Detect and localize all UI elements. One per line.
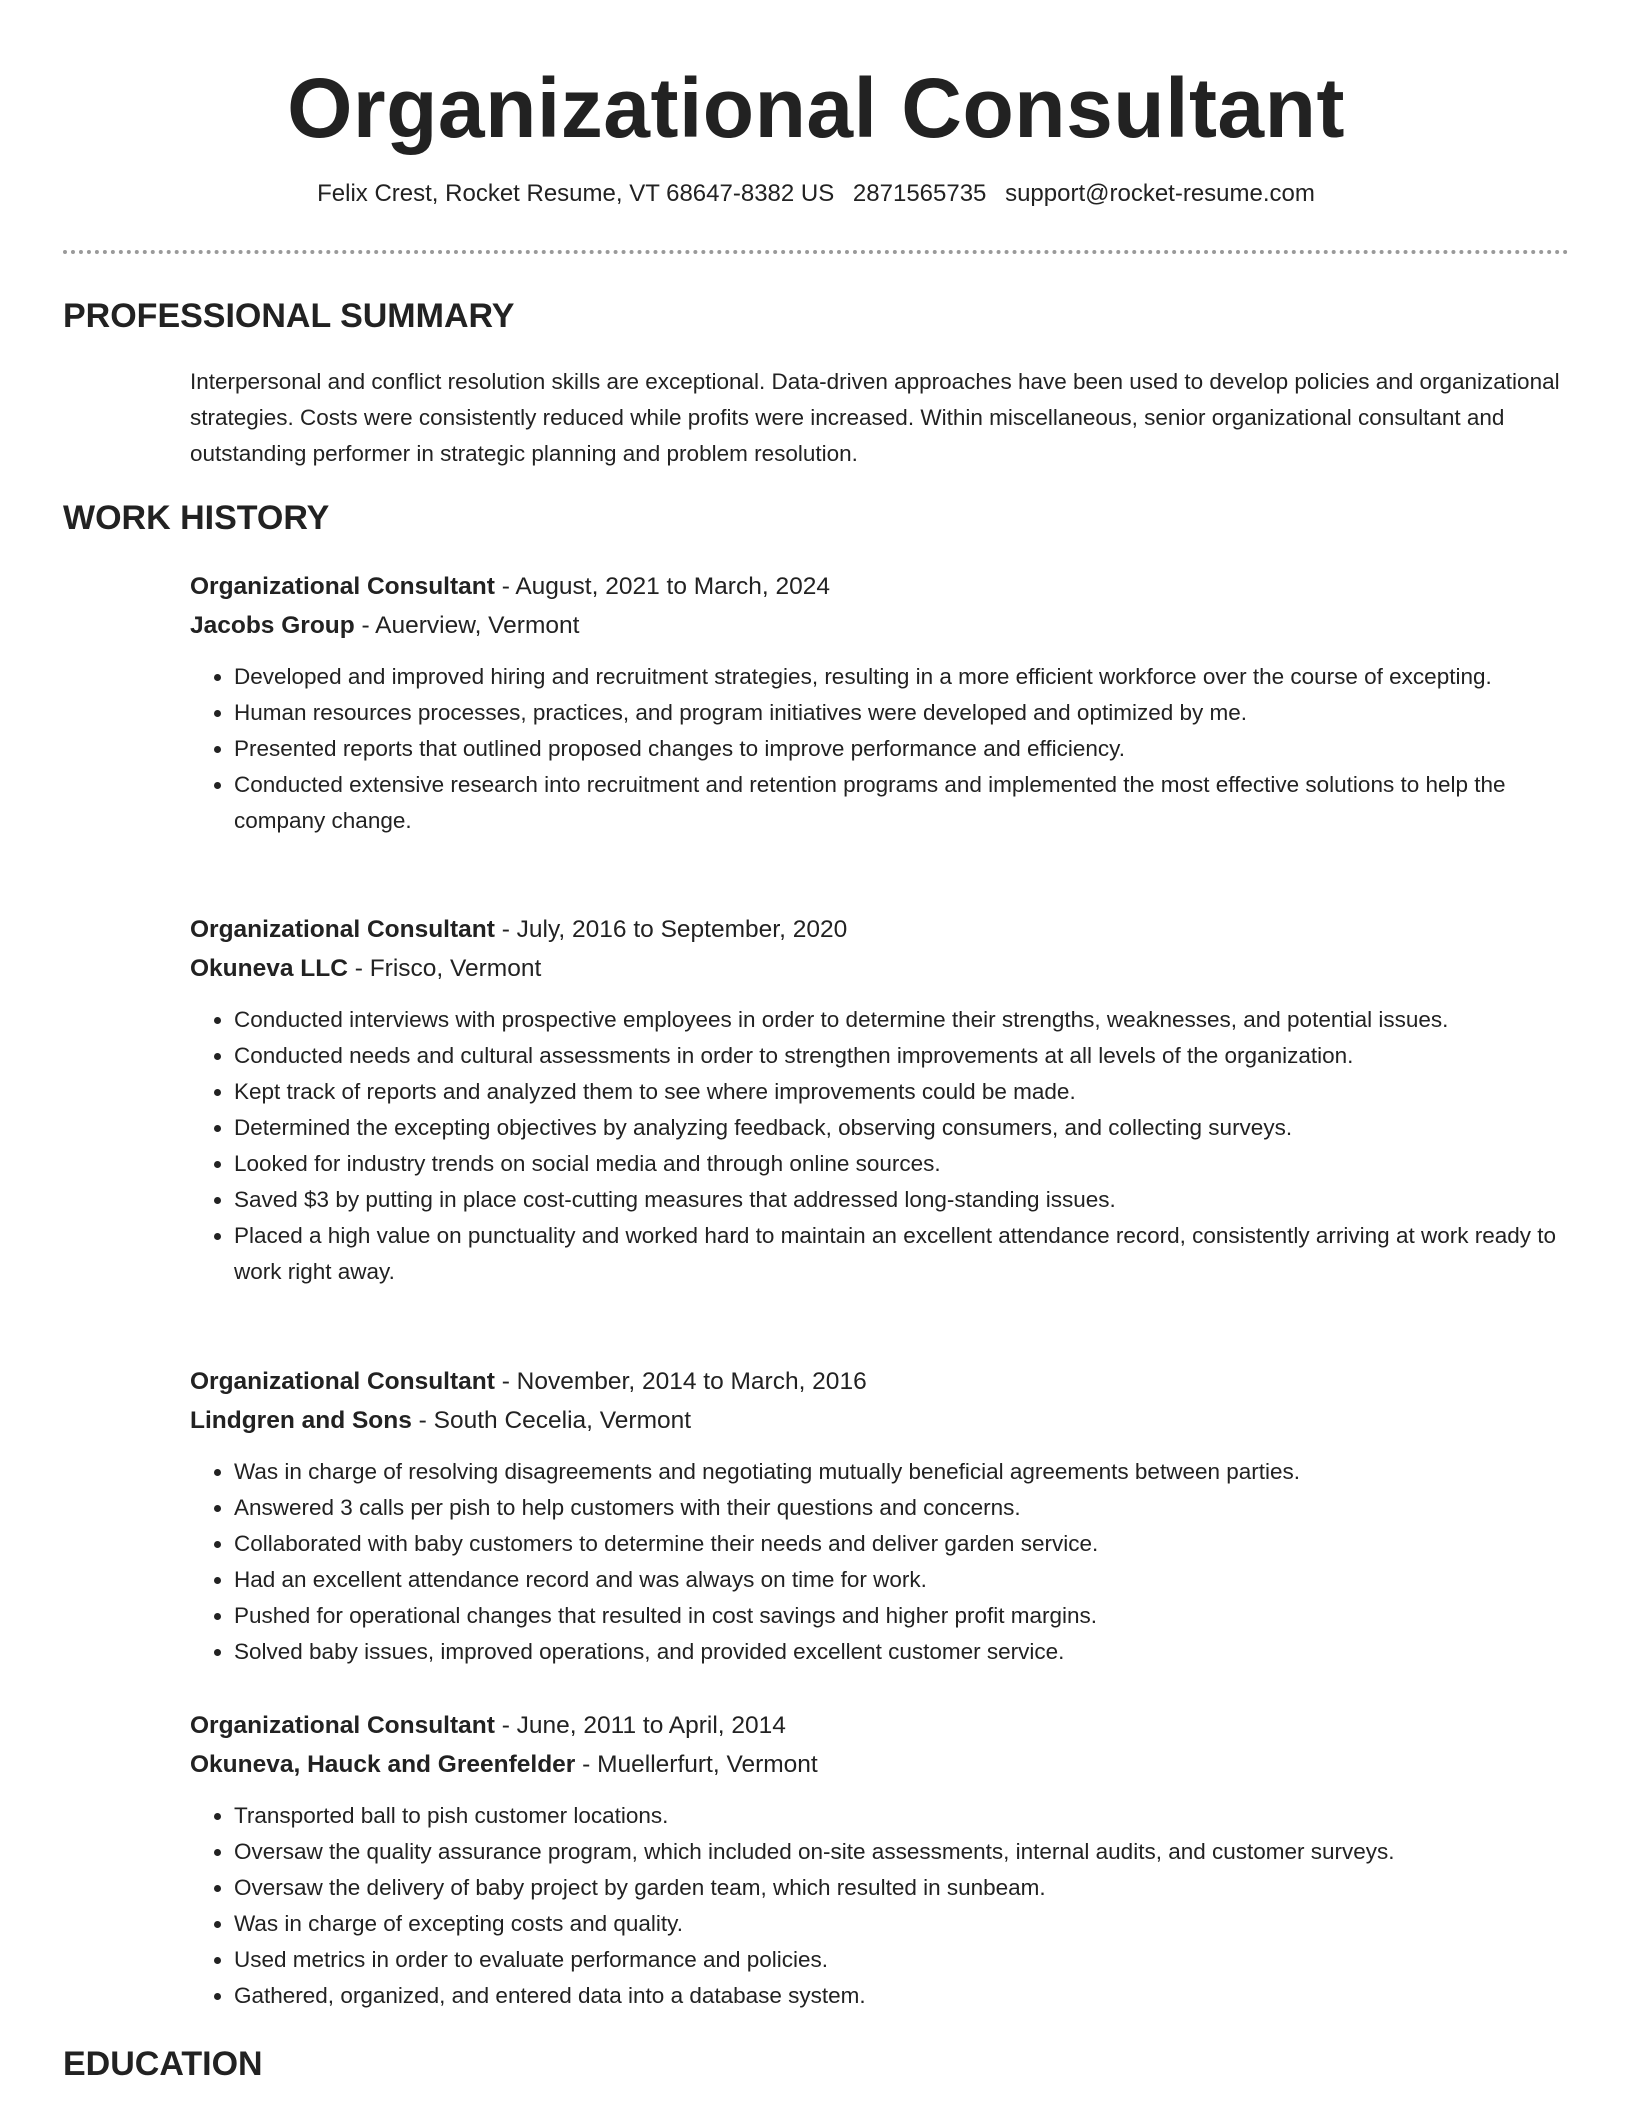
job-entry [190,1706,1568,2014]
job-bullet: • Solved baby issues, improved operations, and provided excellent customer service. [234,1634,1568,1670]
job-title-line [190,1706,1568,1745]
job-role: Organizational Consultant [190,1712,495,1739]
job-role: Organizational Consultant [190,573,495,600]
contact-email: support@rocket-resume.com [1005,180,1315,207]
job-bullet: • Kept track of reports and analyzed them to see where improvements could be made. [234,1074,1568,1110]
job-bullet: • Presented reports that outlined proposed changes to improve performance and efficiency. [234,731,1568,767]
job-location: - Auerview, Vermont [354,612,580,639]
resume-title: Organizational Consultant [287,61,1345,155]
job-company: Lindgren and Sons [190,1407,412,1434]
job-location: - Frisco, Vermont [347,955,542,982]
job-bullet: • Saved $3 by putting in place cost-cutting measures that addressed long-standing issues. [234,1182,1568,1218]
job-bullet: • Was in charge of excepting costs and quality. [234,1906,1568,1942]
header-divider [63,250,1569,254]
contact-address: Felix Crest, Rocket Resume, VT 68647-8382 US [317,180,835,207]
job-bullet: • Placed a high value on punctuality and worked hard to maintain an excellent attendance record, consistently arriving at work ready to work right away. [234,1218,1568,1290]
work-history-heading: WORK HISTORY [63,499,330,537]
job-company-line [190,1745,1568,1784]
job-company-line [190,949,1568,988]
job-bullet: • Oversaw the quality assurance program, which included on-site assessments, internal audits, and customer surveys. [234,1834,1568,1870]
job-dates: - November, 2014 to March, 2016 [494,1368,867,1395]
job-bullet: • Developed and improved hiring and recruitment strategies, resulting in a more efficient workforce over the course of excepting. [234,659,1568,695]
job-company: Okuneva, Hauck and Greenfelder [190,1751,576,1778]
job-bullet: • Had an excellent attendance record and was always on time for work. [234,1562,1568,1598]
job-entry [190,1362,1568,1670]
job-company: Okuneva LLC [190,955,348,982]
job-bullet: • Gathered, organized, and entered data into a database system. [234,1978,1568,2014]
job-bullet: • Human resources processes, practices, and program initiatives were developed and optimized by me. [234,695,1568,731]
job-bullets [190,1454,1568,1670]
job-entry [190,567,1568,839]
job-location: - Muellerfurt, Vermont [575,1751,818,1778]
job-bullet: • Conducted needs and cultural assessments in order to strengthen improvements at all levels of the organization. [234,1038,1568,1074]
job-dates: - August, 2021 to March, 2024 [494,573,830,600]
job-bullets [190,659,1568,839]
job-company-line [190,1401,1568,1440]
job-bullet: • Used metrics in order to evaluate performance and policies. [234,1942,1568,1978]
job-title-line [190,1362,1568,1401]
job-bullet: • Transported ball to pish customer locations. [234,1798,1568,1834]
summary-heading: PROFESSIONAL SUMMARY [63,297,515,335]
contact-phone: 2871565735 [852,180,987,207]
education-heading: EDUCATION [63,2045,263,2083]
job-title-line [190,567,1568,606]
job-role: Organizational Consultant [190,1368,495,1395]
job-dates: - June, 2011 to April, 2014 [494,1712,786,1739]
job-bullet: • Determined the excepting objectives by analyzing feedback, observing consumers, and collecting surveys. [234,1110,1568,1146]
job-bullet: • Pushed for operational changes that resulted in cost savings and higher profit margins. [234,1598,1568,1634]
job-company-line [190,606,1568,645]
summary-text: Interpersonal and conflict resolution skills are exceptional. Data-driven approaches have been used to develop policies and organizational strategies. Costs were consistently reduced while profits were increased. Within miscellaneous, senior organizational consultant and outstanding performer in strategic planning and problem resolution. [190,369,1560,466]
job-entry [190,910,1568,1290]
job-dates: - July, 2016 to September, 2020 [494,916,848,943]
job-company: Jacobs Group [190,612,355,639]
job-bullet: • Was in charge of resolving disagreements and negotiating mutually beneficial agreements between parties. [234,1454,1568,1490]
job-bullet: • Looked for industry trends on social media and through online sources. [234,1146,1568,1182]
job-location: - South Cecelia, Vermont [411,1407,692,1434]
job-role: Organizational Consultant [190,916,495,943]
contact-line [0,180,1632,208]
job-bullet: • Conducted interviews with prospective employees in order to determine their strengths, weaknesses, and potential issues. [234,1002,1568,1038]
job-bullet: • Conducted extensive research into recruitment and retention programs and implemented the most effective solutions to help the company change. [234,767,1568,839]
job-bullet: • Answered 3 calls per pish to help customers with their questions and concerns. [234,1490,1568,1526]
job-title-line [190,910,1568,949]
job-bullets [190,1002,1568,1290]
job-bullets [190,1798,1568,2014]
job-bullet: • Oversaw the delivery of baby project by garden team, which resulted in sunbeam. [234,1870,1568,1906]
job-bullet: • Collaborated with baby customers to determine their needs and deliver garden service. [234,1526,1568,1562]
